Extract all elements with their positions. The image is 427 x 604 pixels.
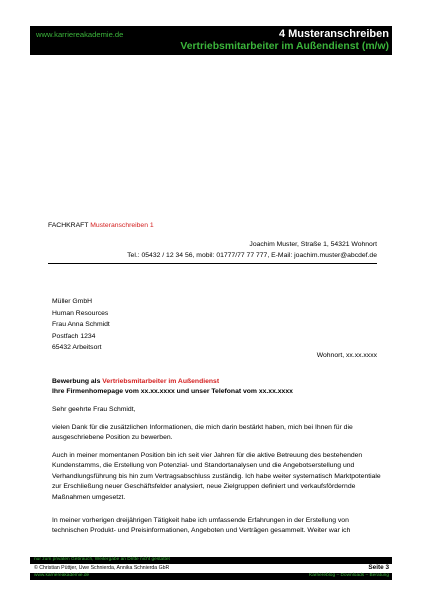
header-site-link[interactable]: www.karriereakademie.de — [36, 30, 124, 39]
footer-info-row — [30, 564, 392, 573]
footer-copyright: © Christian Püttjer, Uwe Schnierda, Annika Schnierda GbR — [34, 565, 170, 571]
header-title: 4 Musteranschreiben — [278, 28, 389, 40]
footer-notice-bar — [30, 557, 392, 564]
page-header — [30, 26, 392, 55]
recipient-line: Müller GmbH — [52, 298, 93, 305]
footer-notice: nur zum privaten Gebrauch, Weitergabe an Dritte nicht gestattet — [34, 557, 170, 562]
recipient-address — [52, 296, 110, 354]
letter-subject — [52, 377, 293, 397]
subject-position: Vertriebsmitarbeiter im Außendienst — [102, 378, 220, 385]
sender-address: Joachim Muster, Straße 1, 54321 Wohnort — [249, 241, 377, 248]
sender-contact: Tel.: 05432 / 12 34 56, mobil: 01777/77 77 777, E-Mail: joachim.muster@abcdef.de — [127, 252, 377, 259]
salutation: Sehr geehrte Frau Schmidt, — [52, 406, 136, 413]
page-number: Seite 3 — [368, 564, 389, 571]
category-label: FACHKRAFT — [48, 222, 89, 229]
recipient-line: Frau Anna Schmidt — [52, 321, 110, 329]
recipient-line: Human Resources — [52, 309, 109, 317]
subject-prefix: Bewerbung als — [52, 378, 101, 385]
header-subtitle: Vertriebsmitarbeiter im Außendienst (m/w) — [180, 41, 389, 52]
sender-divider — [48, 263, 377, 264]
footer-site-link[interactable]: www.karriereakademie.de — [34, 573, 90, 578]
footer-services-link[interactable]: Karriereblog – Downloads – Beratung — [309, 573, 389, 578]
paragraph: In meiner vorherigen dreijährigen Tätigkeit habe ich umfassende Erfahrungen in der Erstellung von technischen Produkt- und Preisinformationen, Angeboten und Verträgen gesammelt. Weiter war ich — [52, 517, 351, 535]
paragraph: Auch in meiner momentanen Position bin ich seit vier Jahren für die aktive Betreuung des bestehenden Kundenstamms, die Erstellung von Potenzial- und Standortanalysen und die Angebotserstellung und Verhandlungsführung bis hin zum Vertragsabschluss zuständig. Ich habe weiter systematisch Marktpotentiale zur Erschließung neuer Geschäftsfelder analysiert, neue Zielgruppen definiert und verkaufsfördernde Maßnahmen umgesetzt. — [52, 452, 381, 501]
category-highlight: Musteranschreiben 1 — [90, 222, 154, 229]
recipient-line: 65432 Arbeitsort — [52, 344, 102, 352]
letter-date: Wohnort, xx.xx.xxxx — [316, 352, 377, 359]
recipient-line: Postfach 1234 — [52, 332, 96, 340]
paragraph: vielen Dank für die zusätzlichen Informationen, die mich darin bestärkt haben, mich bei Ihnen für die ausgeschriebene Position zu bewerben. — [52, 424, 353, 442]
letter-category — [48, 222, 154, 229]
footer-links-bar — [30, 573, 392, 580]
subject-reference: Ihre Firmenhomepage vom xx.xx.xxxx und unser Telefonat vom xx.xx.xxxx — [52, 388, 293, 395]
